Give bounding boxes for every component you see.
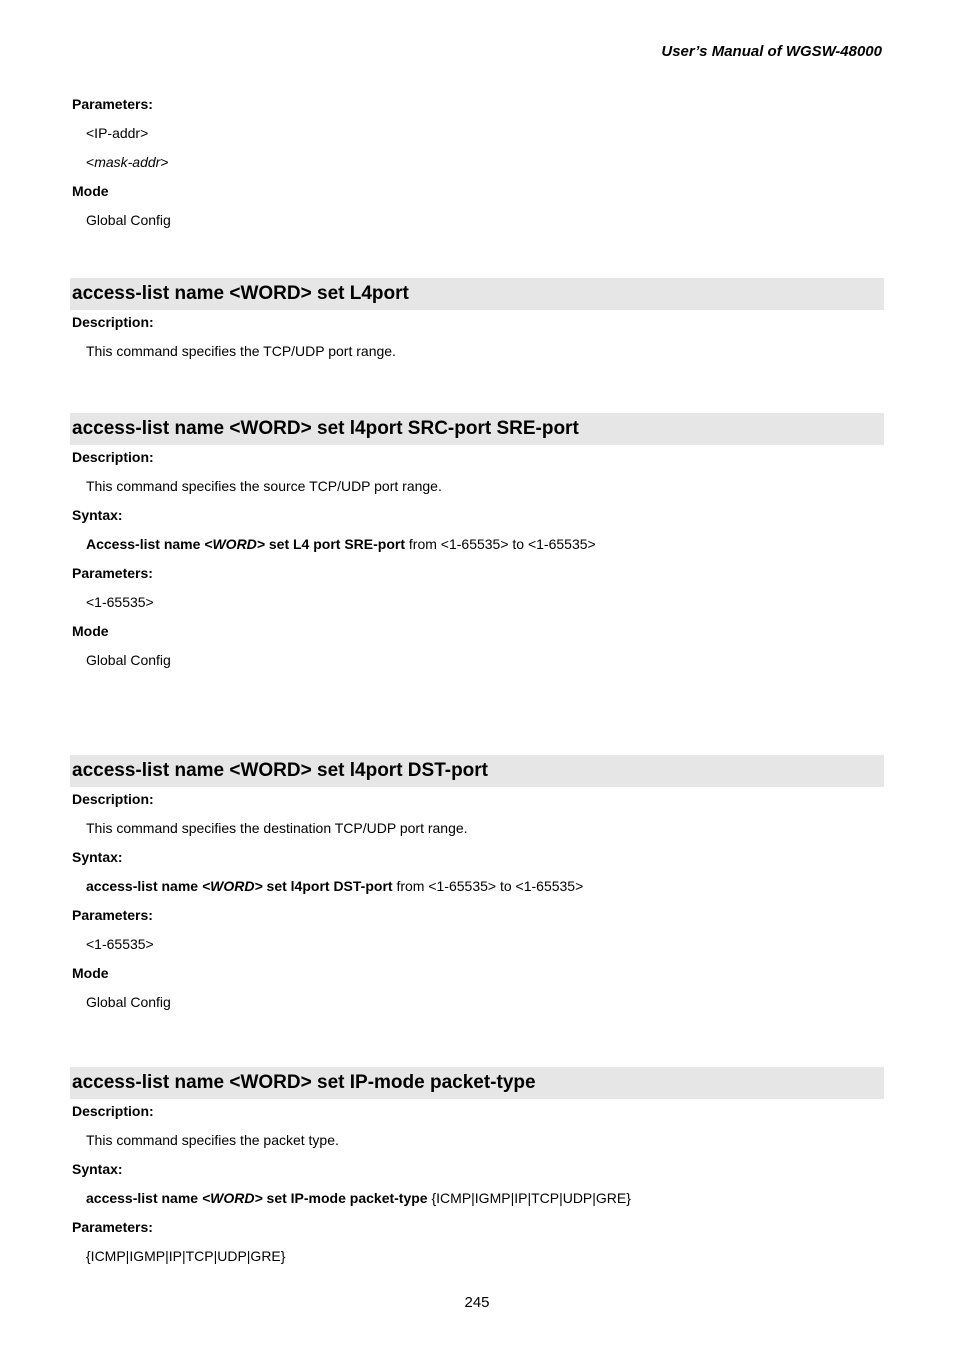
parameters-label: Parameters: [72, 565, 153, 581]
param-ip-addr: <IP-addr> [86, 125, 149, 141]
description-text: This command specifies the packet type. [86, 1132, 339, 1148]
mode-label: Mode [72, 623, 109, 639]
description-text: This command specifies the source TCP/UDP port range. [86, 478, 442, 494]
parameters-value: <1-65535> [86, 594, 154, 610]
syntax-label: Syntax: [72, 507, 123, 523]
section-heading: access-list name <WORD> set l4port DST-port [70, 755, 884, 787]
description-label: Description: [72, 791, 154, 807]
mode-value: Global Config [86, 652, 171, 668]
section-heading: access-list name <WORD> set l4port SRC-port SRE-port [70, 413, 884, 445]
description-label: Description: [72, 314, 154, 330]
param-mask-addr-italic: mask-addr [94, 154, 161, 170]
parameters-value: {ICMP|IGMP|IP|TCP|UDP|GRE} [86, 1248, 286, 1264]
section-heading: access-list name <WORD> set IP-mode packet-type [70, 1067, 884, 1099]
syntax-label: Syntax: [72, 849, 123, 865]
description-label: Description: [72, 1103, 154, 1119]
page-number: 245 [464, 1294, 490, 1311]
mode-label: Mode [72, 183, 109, 199]
param-mask-addr: <mask-addr> [86, 154, 169, 170]
description-text: This command specifies the destination TCP/UDP port range. [86, 820, 468, 836]
syntax-line: Access-list name <WORD> set L4 port SRE-port from <1-65535> to <1-65535> [86, 536, 596, 552]
description-label: Description: [72, 449, 154, 465]
mode-value: Global Config [86, 994, 171, 1010]
parameters-label: Parameters: [72, 907, 153, 923]
mode-value: Global Config [86, 212, 171, 228]
syntax-line: access-list name <WORD> set IP-mode packet-type {ICMP|IGMP|IP|TCP|UDP|GRE} [86, 1190, 631, 1206]
page-header-title: User’s Manual of WGSW-48000 [661, 43, 882, 60]
parameters-label: Parameters: [72, 96, 153, 112]
document-body [70, 92, 884, 1273]
mode-label: Mode [72, 965, 109, 981]
syntax-line: access-list name <WORD> set l4port DST-port from <1-65535> to <1-65535> [86, 878, 584, 894]
parameters-value: <1-65535> [86, 936, 154, 952]
syntax-label: Syntax: [72, 1161, 123, 1177]
section-heading: access-list name <WORD> set L4port [70, 278, 884, 310]
parameters-label: Parameters: [72, 1219, 153, 1235]
description-text: This command specifies the TCP/UDP port range. [86, 343, 396, 359]
